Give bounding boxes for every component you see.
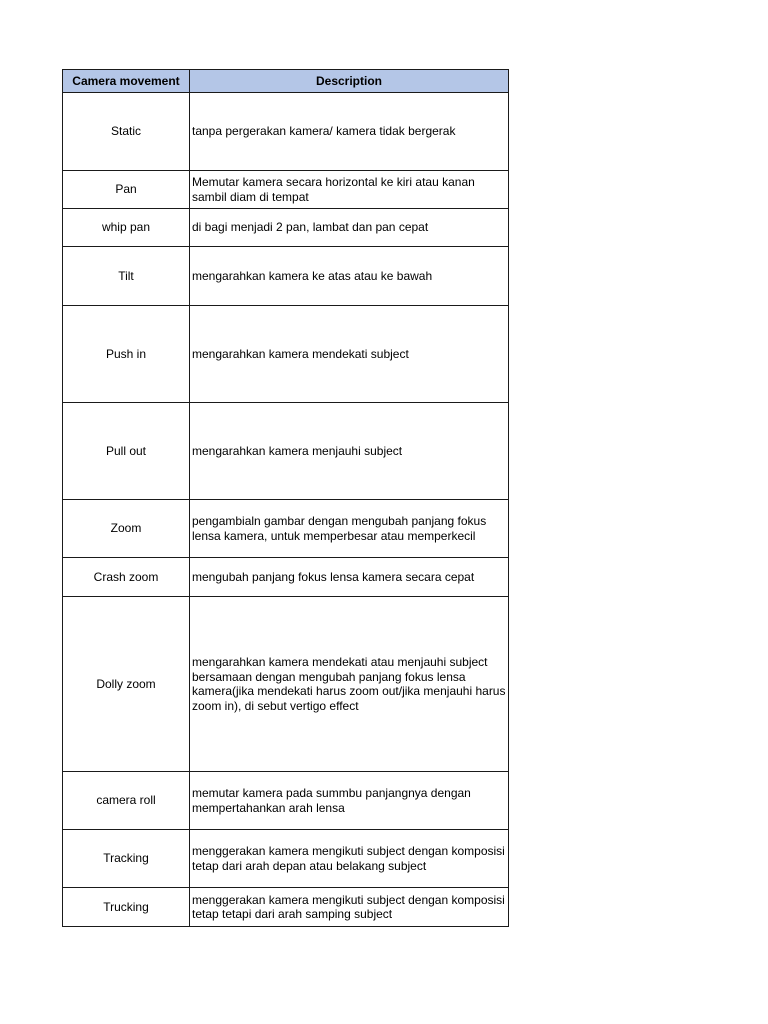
table-header-row <box>63 70 509 93</box>
description-cell: mengarahkan kamera menjauhi subject <box>190 403 509 500</box>
description-cell: Memutar kamera secara horizontal ke kiri atau kanan sambil diam di tempat <box>190 171 509 209</box>
camera-movement-table <box>62 69 509 927</box>
movement-cell: Tilt <box>63 247 190 306</box>
table-row <box>63 306 509 403</box>
description-cell: menggerakan kamera mengikuti subject dengan komposisi tetap dari arah depan atau belakang subject <box>190 830 509 888</box>
movement-cell: camera roll <box>63 772 190 830</box>
movement-cell: Trucking <box>63 888 190 927</box>
table-row <box>63 247 509 306</box>
header-description: Description <box>190 70 509 93</box>
description-cell: mengarahkan kamera ke atas atau ke bawah <box>190 247 509 306</box>
movement-cell: Tracking <box>63 830 190 888</box>
table-row <box>63 403 509 500</box>
table-row <box>63 597 509 772</box>
spreadsheet-page <box>62 69 508 927</box>
description-cell: di bagi menjadi 2 pan, lambat dan pan cepat <box>190 209 509 247</box>
table-row <box>63 171 509 209</box>
movement-cell: Zoom <box>63 500 190 558</box>
movement-cell: Dolly zoom <box>63 597 190 772</box>
table-row <box>63 558 509 597</box>
table-row <box>63 93 509 171</box>
table-row <box>63 772 509 830</box>
movement-cell: Crash zoom <box>63 558 190 597</box>
movement-cell: Static <box>63 93 190 171</box>
table-row <box>63 500 509 558</box>
table-row <box>63 888 509 927</box>
description-cell: pengambialn gambar dengan mengubah panjang fokus lensa kamera, untuk memperbesar atau memperkecil <box>190 500 509 558</box>
movement-cell: whip pan <box>63 209 190 247</box>
description-cell: mengubah panjang fokus lensa kamera secara cepat <box>190 558 509 597</box>
description-cell: mengarahkan kamera mendekati atau menjauhi subject bersamaan dengan mengubah panjang fokus lensa kamera(jika mendekati harus zoom out/jika menjauhi harus zoom in), di sebut vertigo effect <box>190 597 509 772</box>
table-row <box>63 830 509 888</box>
description-cell: mengarahkan kamera mendekati subject <box>190 306 509 403</box>
table-row <box>63 209 509 247</box>
movement-cell: Pull out <box>63 403 190 500</box>
description-cell: menggerakan kamera mengikuti subject dengan komposisi tetap tetapi dari arah samping subject <box>190 888 509 927</box>
movement-cell: Push in <box>63 306 190 403</box>
description-cell: memutar kamera pada summbu panjangnya dengan mempertahankan arah lensa <box>190 772 509 830</box>
movement-cell: Pan <box>63 171 190 209</box>
header-camera-movement: Camera movement <box>63 70 190 93</box>
description-cell: tanpa pergerakan kamera/ kamera tidak bergerak <box>190 93 509 171</box>
